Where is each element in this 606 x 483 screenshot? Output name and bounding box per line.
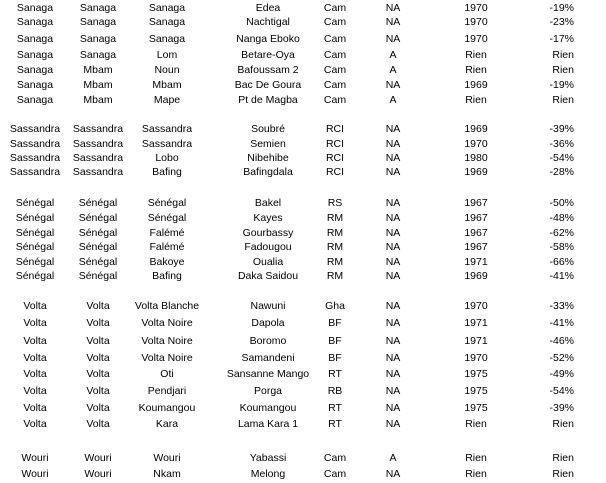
tributary-cell: Lobo bbox=[155, 152, 179, 164]
river-cell: Volta bbox=[86, 402, 110, 414]
status-cell: NA bbox=[385, 241, 401, 253]
basin-cell: Sénégal bbox=[15, 270, 55, 282]
change-cell: -17% bbox=[549, 33, 574, 45]
station-cell: Nanga Eboko bbox=[236, 33, 300, 45]
basin-cell: Sénégal bbox=[15, 212, 55, 224]
tributary-cell: Mbam bbox=[152, 79, 182, 91]
table-row bbox=[0, 32, 606, 46]
river-cell: Volta bbox=[86, 300, 110, 312]
status-cell: NA bbox=[385, 2, 401, 14]
basin-cell: Sénégal bbox=[15, 227, 55, 239]
basin-cell: Sassandra bbox=[9, 166, 61, 178]
status-cell: NA bbox=[385, 33, 401, 45]
tributary-cell: Volta Noire bbox=[141, 317, 193, 329]
station-cell: Bakel bbox=[254, 197, 282, 209]
status-cell: NA bbox=[385, 335, 401, 347]
basin-cell: Sanaga bbox=[16, 16, 54, 28]
station-cell: Nachtigal bbox=[246, 16, 290, 28]
river-cell: Wouri bbox=[84, 452, 112, 464]
year-cell: Rien bbox=[465, 452, 487, 464]
river-cell: Wouri bbox=[84, 468, 112, 480]
year-cell: 1967 bbox=[464, 227, 488, 239]
change-cell: -19% bbox=[549, 2, 574, 14]
station-cell: Boromo bbox=[249, 335, 287, 347]
station-cell: Edea bbox=[255, 2, 281, 14]
river-cell: Sénégal bbox=[78, 256, 118, 268]
status-cell: NA bbox=[385, 317, 401, 329]
change-cell: -39% bbox=[549, 123, 574, 135]
change-cell: -36% bbox=[549, 138, 574, 150]
river-cell: Sénégal bbox=[78, 197, 118, 209]
country-cell: Cam bbox=[323, 33, 347, 45]
status-cell: NA bbox=[385, 385, 401, 397]
table-row bbox=[0, 122, 606, 136]
station-cell: Soubré bbox=[251, 123, 285, 135]
station-cell: Nibehibe bbox=[247, 152, 289, 164]
country-cell: RCI bbox=[325, 152, 345, 164]
change-cell: -39% bbox=[549, 402, 574, 414]
basin-cell: Volta bbox=[23, 317, 47, 329]
table-row bbox=[0, 299, 606, 313]
tributary-cell: Sénégal bbox=[147, 197, 187, 209]
table-row bbox=[0, 137, 606, 151]
country-cell: Cam bbox=[323, 79, 347, 91]
tributary-cell: Koumangou bbox=[138, 402, 196, 414]
table-row bbox=[0, 196, 606, 210]
basin-cell: Volta bbox=[23, 352, 47, 364]
year-cell: 1970 bbox=[464, 138, 488, 150]
tributary-cell: Lom bbox=[156, 49, 178, 61]
year-cell: Rien bbox=[465, 49, 487, 61]
year-cell: 1975 bbox=[464, 368, 488, 380]
station-cell: Fadougou bbox=[244, 241, 292, 253]
year-cell: Rien bbox=[465, 94, 487, 106]
year-cell: 1970 bbox=[464, 33, 488, 45]
river-cell: Sanaga bbox=[79, 49, 117, 61]
tributary-cell: Noun bbox=[154, 64, 180, 76]
tributary-cell: Bakoye bbox=[149, 256, 185, 268]
tributary-cell: Bafing bbox=[152, 166, 182, 178]
status-cell: NA bbox=[385, 138, 401, 150]
basin-cell: Volta bbox=[23, 418, 47, 430]
country-cell: Cam bbox=[323, 64, 347, 76]
table-row bbox=[0, 255, 606, 269]
status-cell: A bbox=[389, 64, 397, 76]
change-cell: Rien bbox=[552, 94, 574, 106]
table-row bbox=[0, 334, 606, 348]
change-cell: -54% bbox=[549, 152, 574, 164]
country-cell: RS bbox=[327, 197, 343, 209]
river-cell: Volta bbox=[86, 317, 110, 329]
table-row bbox=[0, 316, 606, 330]
change-cell: Rien bbox=[552, 452, 574, 464]
change-cell: -41% bbox=[549, 270, 574, 282]
status-cell: NA bbox=[385, 16, 401, 28]
basin-cell: Sanaga bbox=[16, 79, 54, 91]
country-cell: RT bbox=[328, 418, 342, 430]
change-cell: -62% bbox=[549, 227, 574, 239]
river-cell: Volta bbox=[86, 385, 110, 397]
tributary-cell: Sassandra bbox=[141, 138, 193, 150]
station-cell: Kayes bbox=[253, 212, 283, 224]
country-cell: RM bbox=[326, 270, 344, 282]
river-cell: Mbam bbox=[83, 64, 113, 76]
station-cell: Oualia bbox=[252, 256, 284, 268]
year-cell: 1971 bbox=[464, 317, 488, 329]
country-cell: RM bbox=[326, 241, 344, 253]
river-cell: Sassandra bbox=[72, 166, 124, 178]
basin-cell: Volta bbox=[23, 402, 47, 414]
station-cell: Melong bbox=[250, 468, 286, 480]
status-cell: NA bbox=[385, 418, 401, 430]
tributary-cell: Volta Noire bbox=[141, 352, 193, 364]
year-cell: 1969 bbox=[464, 123, 488, 135]
year-cell: 1971 bbox=[464, 256, 488, 268]
basin-cell: Wouri bbox=[21, 468, 49, 480]
station-cell: Lama Kara 1 bbox=[237, 418, 299, 430]
table-row bbox=[0, 451, 606, 465]
change-cell: Rien bbox=[552, 418, 574, 430]
river-cell: Volta bbox=[86, 418, 110, 430]
year-cell: 1969 bbox=[464, 79, 488, 91]
station-cell: Dapola bbox=[251, 317, 285, 329]
river-cell: Sassandra bbox=[72, 123, 124, 135]
table-row bbox=[0, 367, 606, 381]
country-cell: BF bbox=[328, 335, 342, 347]
change-cell: -23% bbox=[549, 16, 574, 28]
station-cell: Sansanne Mango bbox=[226, 368, 310, 380]
country-cell: RB bbox=[327, 385, 343, 397]
basin-cell: Sanaga bbox=[16, 64, 54, 76]
table-row bbox=[0, 467, 606, 481]
basin-cell: Sanaga bbox=[16, 33, 54, 45]
tributary-cell: Volta Noire bbox=[141, 335, 193, 347]
year-cell: 1980 bbox=[464, 152, 488, 164]
tributary-cell: Sanaga bbox=[148, 2, 186, 14]
country-cell: Cam bbox=[323, 452, 347, 464]
station-cell: Samandeni bbox=[241, 352, 295, 364]
basin-cell: Sanaga bbox=[16, 94, 54, 106]
tributary-cell: Sanaga bbox=[148, 33, 186, 45]
table-row bbox=[0, 1, 606, 15]
year-cell: 1969 bbox=[464, 270, 488, 282]
year-cell: 1970 bbox=[464, 2, 488, 14]
station-cell: Porga bbox=[253, 385, 283, 397]
basin-cell: Sassandra bbox=[9, 123, 61, 135]
river-cell: Sanaga bbox=[79, 33, 117, 45]
status-cell: A bbox=[389, 94, 397, 106]
tributary-cell: Wouri bbox=[153, 452, 181, 464]
country-cell: Cam bbox=[323, 468, 347, 480]
river-cell: Sassandra bbox=[72, 152, 124, 164]
status-cell: NA bbox=[385, 352, 401, 364]
country-cell: RCI bbox=[325, 138, 345, 150]
river-cell: Sénégal bbox=[78, 241, 118, 253]
river-cell: Volta bbox=[86, 335, 110, 347]
status-cell: NA bbox=[385, 123, 401, 135]
station-cell: Daka Saidou bbox=[237, 270, 299, 282]
table-row bbox=[0, 48, 606, 62]
basin-cell: Sénégal bbox=[15, 197, 55, 209]
tributary-cell: Mape bbox=[153, 94, 181, 106]
tributary-cell: Falémé bbox=[149, 241, 185, 253]
basin-cell: Wouri bbox=[21, 452, 49, 464]
table-row bbox=[0, 15, 606, 29]
year-cell: 1967 bbox=[464, 212, 488, 224]
change-cell: -49% bbox=[549, 368, 574, 380]
country-cell: BF bbox=[328, 317, 342, 329]
change-cell: -50% bbox=[549, 197, 574, 209]
tributary-cell: Nkam bbox=[153, 468, 181, 480]
change-cell: -52% bbox=[549, 352, 574, 364]
tributary-cell: Sanaga bbox=[148, 16, 186, 28]
table-row bbox=[0, 417, 606, 431]
status-cell: NA bbox=[385, 402, 401, 414]
river-cell: Volta bbox=[86, 352, 110, 364]
year-cell: 1967 bbox=[464, 241, 488, 253]
change-cell: -46% bbox=[549, 335, 574, 347]
station-cell: Nawuni bbox=[250, 300, 286, 312]
change-cell: -33% bbox=[549, 300, 574, 312]
status-cell: NA bbox=[385, 212, 401, 224]
river-cell: Mbam bbox=[83, 79, 113, 91]
basin-cell: Sanaga bbox=[16, 49, 54, 61]
table-row bbox=[0, 269, 606, 283]
river-cell: Sanaga bbox=[79, 16, 117, 28]
tributary-cell: Pendjari bbox=[147, 385, 187, 397]
change-cell: Rien bbox=[552, 49, 574, 61]
status-cell: NA bbox=[385, 152, 401, 164]
river-cell: Sénégal bbox=[78, 227, 118, 239]
change-cell: -54% bbox=[549, 385, 574, 397]
year-cell: 1975 bbox=[464, 385, 488, 397]
change-cell: -41% bbox=[549, 317, 574, 329]
status-cell: NA bbox=[385, 227, 401, 239]
river-cell: Sanaga bbox=[79, 2, 117, 14]
status-cell: NA bbox=[385, 270, 401, 282]
country-cell: RM bbox=[326, 256, 344, 268]
station-cell: Bafoussam 2 bbox=[237, 64, 299, 76]
country-cell: RT bbox=[328, 368, 342, 380]
country-cell: RT bbox=[328, 402, 342, 414]
table-row bbox=[0, 93, 606, 107]
station-cell: Yabassi bbox=[249, 452, 287, 464]
station-cell: Bac De Goura bbox=[234, 79, 302, 91]
year-cell: 1970 bbox=[464, 300, 488, 312]
basin-cell: Sassandra bbox=[9, 138, 61, 150]
basin-cell: Sénégal bbox=[15, 256, 55, 268]
status-cell: NA bbox=[385, 300, 401, 312]
river-cell: Volta bbox=[86, 368, 110, 380]
year-cell: 1967 bbox=[464, 197, 488, 209]
status-cell: NA bbox=[385, 79, 401, 91]
river-cell: Sénégal bbox=[78, 270, 118, 282]
country-cell: RM bbox=[326, 227, 344, 239]
change-cell: -19% bbox=[549, 79, 574, 91]
table-row bbox=[0, 63, 606, 77]
river-cell: Sassandra bbox=[72, 138, 124, 150]
tributary-cell: Oti bbox=[160, 368, 174, 380]
country-cell: Cam bbox=[323, 16, 347, 28]
tributary-cell: Sassandra bbox=[141, 123, 193, 135]
table-row bbox=[0, 401, 606, 415]
table-row bbox=[0, 78, 606, 92]
country-cell: Cam bbox=[323, 49, 347, 61]
basin-cell: Sanaga bbox=[16, 2, 54, 14]
change-cell: -28% bbox=[549, 166, 574, 178]
status-cell: A bbox=[389, 452, 397, 464]
basin-cell: Sassandra bbox=[9, 152, 61, 164]
river-cell: Sénégal bbox=[78, 212, 118, 224]
change-cell: Rien bbox=[552, 468, 574, 480]
station-cell: Semien bbox=[250, 138, 286, 150]
basin-cell: Sénégal bbox=[15, 241, 55, 253]
status-cell: NA bbox=[385, 368, 401, 380]
country-cell: Cam bbox=[323, 2, 347, 14]
year-cell: 1969 bbox=[464, 166, 488, 178]
status-cell: NA bbox=[385, 468, 401, 480]
year-cell: 1970 bbox=[464, 16, 488, 28]
year-cell: Rien bbox=[465, 64, 487, 76]
station-cell: Betare-Oya bbox=[241, 49, 295, 61]
tributary-cell: Bafing bbox=[152, 270, 182, 282]
table-row bbox=[0, 351, 606, 365]
river-cell: Mbam bbox=[83, 94, 113, 106]
table-row bbox=[0, 211, 606, 225]
country-cell: BF bbox=[328, 352, 342, 364]
basin-cell: Volta bbox=[23, 300, 47, 312]
change-cell: Rien bbox=[552, 64, 574, 76]
change-cell: -48% bbox=[549, 212, 574, 224]
status-cell: NA bbox=[385, 166, 401, 178]
year-cell: 1971 bbox=[464, 335, 488, 347]
country-cell: RCI bbox=[325, 123, 345, 135]
station-cell: Pt de Magba bbox=[238, 94, 298, 106]
table-row bbox=[0, 384, 606, 398]
basin-cell: Volta bbox=[23, 368, 47, 380]
table-row bbox=[0, 226, 606, 240]
status-cell: A bbox=[389, 49, 397, 61]
tributary-cell: Sénégal bbox=[147, 212, 187, 224]
country-cell: Gha bbox=[325, 300, 345, 312]
basin-cell: Volta bbox=[23, 385, 47, 397]
basin-cell: Volta bbox=[23, 335, 47, 347]
year-cell: 1970 bbox=[464, 352, 488, 364]
country-cell: RCI bbox=[325, 166, 345, 178]
year-cell: 1975 bbox=[464, 402, 488, 414]
table-row bbox=[0, 240, 606, 254]
tributary-cell: Falémé bbox=[149, 227, 185, 239]
table-row bbox=[0, 151, 606, 165]
station-cell: Bafingdala bbox=[243, 166, 293, 178]
station-cell: Koumangou bbox=[239, 402, 297, 414]
tributary-cell: Volta Blanche bbox=[134, 300, 200, 312]
country-cell: RM bbox=[326, 212, 344, 224]
station-cell: Gourbassy bbox=[242, 227, 294, 239]
status-cell: NA bbox=[385, 197, 401, 209]
change-cell: -58% bbox=[549, 241, 574, 253]
change-cell: -66% bbox=[549, 256, 574, 268]
table-row bbox=[0, 165, 606, 179]
year-cell: Rien bbox=[465, 468, 487, 480]
status-cell: NA bbox=[385, 256, 401, 268]
country-cell: Cam bbox=[323, 94, 347, 106]
tributary-cell: Kara bbox=[155, 418, 179, 430]
year-cell: Rien bbox=[465, 418, 487, 430]
